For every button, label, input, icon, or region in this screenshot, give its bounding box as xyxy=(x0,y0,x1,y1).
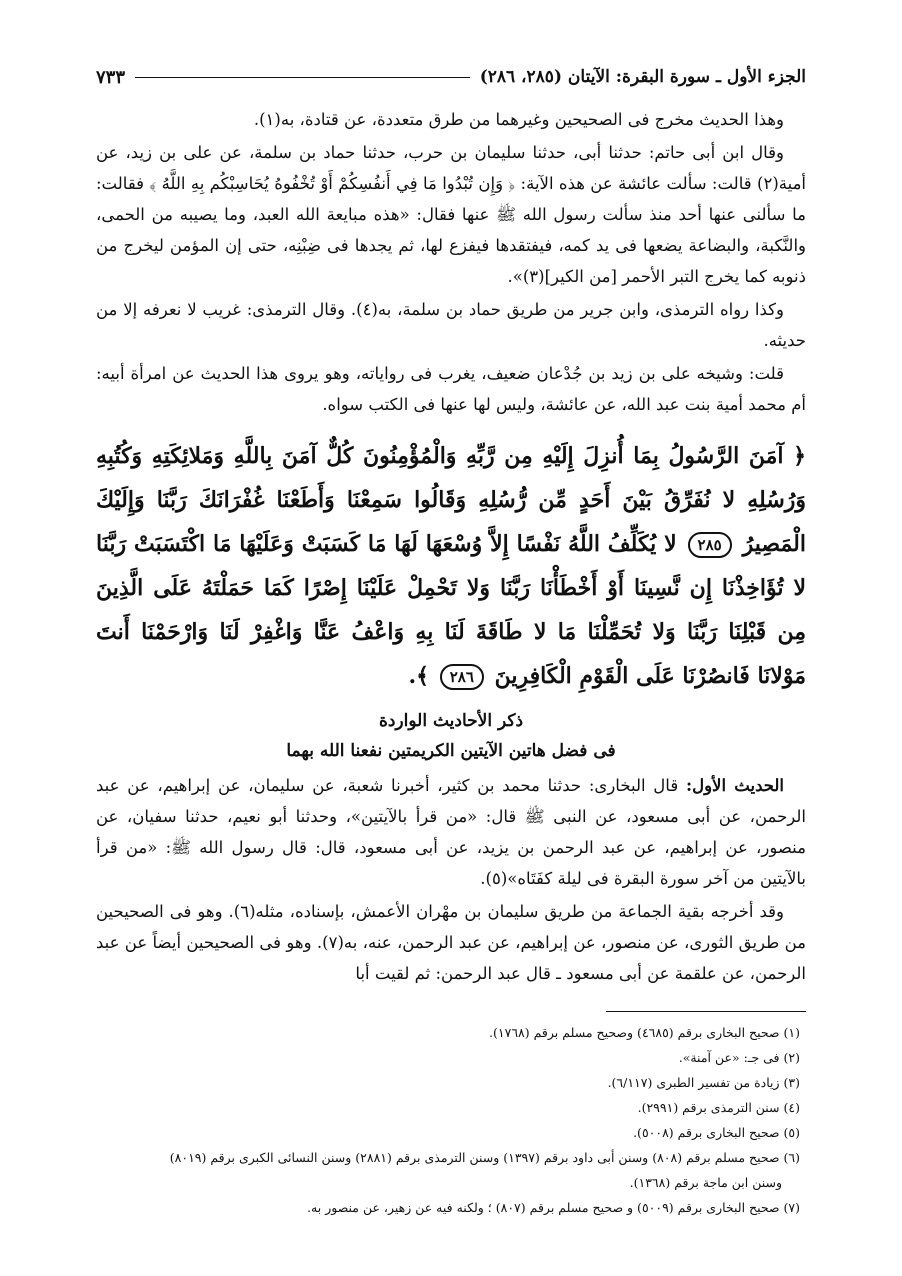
footnote-1: (١) صحيح البخارى برقم (٤٦٨٥) وصحيح مسلم برقم (١٧٦٨). xyxy=(489,1025,800,1040)
footnote-divider xyxy=(606,1011,806,1012)
hadith-paragraph xyxy=(96,770,806,894)
quran-close-bracket: ﴾. xyxy=(408,663,430,689)
footnote-6-continuation: وسنن ابن ماجة برقم (١٣٦٨). xyxy=(629,1175,782,1190)
footnote-7: (٧) صحيح البخارى برقم (٥٠٠٩) و صحيح مسلم برقم (٨٠٧) ؛ ولكنه فيه عن زهير، عن منصور به. xyxy=(307,1200,800,1215)
quran-verse-285: ﴿ آمَنَ الرَّسُولُ بِمَا أُنزِلَ إِلَيْهِ مِن رَّبِّهِ وَالْمُؤْمِنُونَ كُلٌّ آمَنَ بِاللَّهِ وَمَلائِكَتِهِ وَكُتُبِهِ وَرُسُلِهِ لا نُفَرِّقُ بَيْنَ أَحَدٍ مِّن رُّسُلِهِ وَقَالُوا سَمِعْنَا وَأَطَعْنَا غُفْرَانَكَ رَبَّنَا وَإِلَيْكَ الْمَصِيرُ xyxy=(96,443,806,557)
book-page xyxy=(96,62,806,1220)
page-number: ٧٣٣ xyxy=(96,66,126,88)
section-heading xyxy=(96,706,806,766)
hadith-label: الحديث الأول: xyxy=(685,776,784,795)
paragraph-3: وكذا رواه الترمذى، وابن جرير من طريق حماد بن سلمة، به(٤). وقال الترمذى: غريب لا نعرفه إلا من حديثه. xyxy=(96,300,806,350)
footnote-6: (٦) صحيح مسلم برقم (٨٠٨) وسنن أبى داود برقم (١٣٩٧) وسنن الترمذى برقم (٢٨٨١) وسنن النسائى الكبرى برقم (٨٠١٩) xyxy=(169,1150,800,1165)
ayah-number-marker-286: ٢٨٦ xyxy=(440,664,484,690)
footnote-3: (٣) زيادة من تفسير الطبرى (٦/١١٧). xyxy=(607,1075,800,1090)
hadith-body: قال البخارى: حدثنا محمد بن كثير، أخبرنا شعبة، عن سليمان، عن إبراهيم، عن عبد الرحمن، عن أبى مسعود، عن النبى ﷺ قال: «من قرأ بالآيتين»، وحدثنا أبو نعيم، حدثنا سفيان، عن منصور، عن إبراهيم، عن عبد الرحمن بن يزيد، عن أبى مسعود، قال: قال رسول الله ﷺ: «من قرأ بالآيتين من آخر سورة البقرة فى ليلة كفَتَاه»(٥). xyxy=(96,776,806,888)
header-title: الجزء الأول ـ سورة البقرة: الآيتان (٢٨٥، ٢٨٦) xyxy=(479,67,806,87)
paragraph-1: وهذا الحديث مخرج فى الصحيحين وغيرهما من طرق متعددة، عن قتادة، به(١). xyxy=(253,110,784,129)
footnote-5: (٥) صحيح البخارى برقم (٥٠٠٨). xyxy=(633,1125,800,1140)
paragraph-4: قلت: وشيخه على بن زيد بن جُدْعان ضعيف، يغرب فى رواياته، وهو يروى هذا الحديث عن امرأة أبيه: أم محمد أمية بنت عبد الله، عن عائشة، وليس لها عنها فى الكتب سواه. xyxy=(96,364,806,414)
quran-verse-286: لا يُكَلِّفُ اللَّهُ نَفْسًا إِلاَّ وُسْعَهَا لَهَا مَا كَسَبَتْ وَعَلَيْهَا مَا اكْتَسَبَتْ رَبَّنَا لا تُؤَاخِذْنَا إِن نَّسِينَا أَوْ أَخْطَأْنَا رَبَّنَا وَلا تَحْمِلْ عَلَيْنَا إِصْرًا كَمَا حَمَلْتَهُ عَلَى الَّذِينَ مِن قَبْلِنَا رَبَّنَا وَلا تُحَمِّلْنَا مَا لا طَاقَةَ لَنَا بِهِ وَاعْفُ عَنَّا وَاغْفِرْ لَنَا وَارْحَمْنَا أَنتَ مَوْلانَا فَانصُرْنَا عَلَى الْقَوْمِ الْكَافِرِينَ xyxy=(96,531,806,689)
footnotes xyxy=(96,1020,806,1220)
running-header xyxy=(96,62,806,92)
header-rule xyxy=(135,77,470,78)
ayah-number-marker-285: ٢٨٥ xyxy=(688,532,732,558)
footnote-2: (٢) فى جـ: «عن آمنة». xyxy=(678,1050,800,1065)
footnote-4: (٤) سنن الترمذى برقم (٢٩٩١). xyxy=(637,1100,800,1115)
paragraph-2: وقال ابن أبى حاتم: حدثنا أبى، حدثنا سليمان بن حرب، حدثنا حماد بن سلمة، عن على بن زيد، عن أمية(٢) قالت: سألت عائشة عن هذه الآية: ﴿ وَإِن تُبْدُوا مَا فِي أَنفُسِكُمْ أَوْ تُخْفُوهُ يُحَاسِبْكُم بِهِ اللَّهُ ﴾ فقالت: ما سألنى عنها أحد منذ سألت رسول الله ﷺ عنها فقال: «هذه مبايعة الله العبد، وما يصيبه من الحمى، والنَّكبة، والبضاعة يضعها فى يد كمه، فيفتقدها فيفزع لها، ثم يجدها فى ضِبْنِه، حتى إن المؤمن ليخرج من ذنوبه كما يخرج التبر الأحمر [من الكير](٣)». xyxy=(96,143,806,286)
section-heading-line-1: ذكر الأحاديث الواردة xyxy=(378,711,524,731)
section-heading-line-2: فى فضل هاتين الآيتين الكريمتين نفعنا الله بهما xyxy=(286,741,616,761)
quran-verses xyxy=(96,434,806,698)
hadith-continuation: وقد أخرجه بقية الجماعة من طريق سليمان بن مهْران الأعمش، بإسناده، مثله(٦). وهو فى الصحيحين من طريق الثورى، عن منصور، عن إبراهيم، عن عبد الرحمن، عنه، به(٧). وهو فى الصحيحين أيضاً عن عبد الرحمن، عن علقمة عن أبى مسعود ـ قال عبد الرحمن: ثم لقيت أبا xyxy=(96,902,806,983)
hadith-text xyxy=(96,770,806,989)
main-text xyxy=(96,104,806,420)
